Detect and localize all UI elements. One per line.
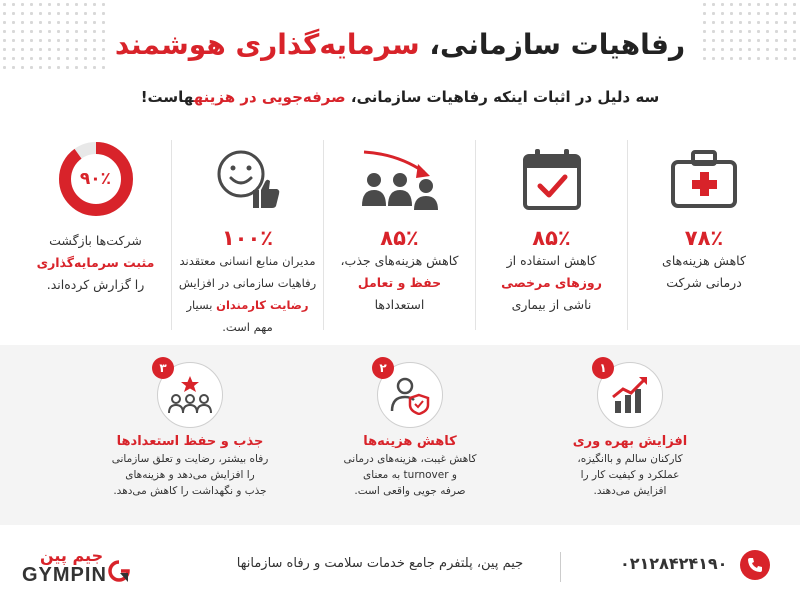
logo-english-text: GYMPIN [22,564,107,586]
stat-description: مدیران منابع انسانی معتقدند رفاهیات سازمانی در افزایش رضایت کارمندان بسیار مهم است. [178,254,317,334]
stat-medical-costs [628,140,780,330]
first-aid-kit-icon [628,140,780,218]
logo-mark-icon [108,560,130,584]
subtitle-part1: سه دلیل در اثبات اینکه رفاهیات سازمانی، [350,88,660,106]
stat-value: ۸۵٪ [532,226,571,250]
stat-description: شرکت‌ها بازگشت مثبت سرمایه‌گذاری را گزارش کرده‌اند. [36,233,155,292]
benefit-title: افزایش بهره وری [572,434,688,449]
benefit-description: کاهش غیبت، هزینه‌های درمانی و turnover به معنای صرفه جویی واقعی است. [343,453,477,497]
page-title [0,28,800,61]
benefit-icon-circle [377,362,443,428]
stat-value: ۱۰۰٪ [221,226,274,250]
footer-tagline: جیم پین، پلتفرم جامع خدمات سلامت و رفاه سازمانها [236,556,524,571]
title-black: رفاهیات سازمانی، [429,28,686,61]
smile-thumbs-up-icon [172,140,323,218]
stat-roi [20,140,172,330]
growth-chart-icon [609,375,651,415]
benefit-number-badge: ۱ [592,357,614,379]
stat-description: کاهش هزینه‌های درمانی شرکت [662,253,746,290]
gympin-logo[interactable] [22,546,132,590]
team-star-icon [167,375,213,415]
logo-persian-text: جیم پین [40,546,104,565]
user-shield-icon [389,375,431,415]
benefit-title: جذب و حفظ استعدادها [116,434,264,449]
subtitle-part2: هاست! [140,88,194,106]
title-red: سرمایه‌گذاری هوشمند [114,28,420,61]
benefit-talent [90,362,290,499]
stat-hr-managers [172,140,324,334]
progress-ring-icon [20,140,171,218]
phone-number[interactable]: ۰۲۱۲۸۴۲۴۱۹۰ [620,554,728,573]
subtitle-red: صرفه‌جویی در هزینه [193,88,346,106]
stat-description: کاهش هزینه‌های جذب، حفظ و تعامل استعدادها [340,253,459,312]
roi-ring-value: ۹۰٪ [79,169,112,189]
stat-description: کاهش استفاده از روزهای مرخصی ناشی از بیماری [501,253,602,312]
benefit-description: کارکنان سالم و باانگیزه، عملکرد و کیفیت کار را افزایش می‌دهند. [577,453,683,497]
footer [0,538,800,600]
stat-value: ۷۸٪ [684,226,724,250]
benefit-icon-circle [157,362,223,428]
stat-sick-leave [476,140,628,330]
stat-value: ۸۵٪ [380,226,419,250]
benefit-title: کاهش هزینه‌ها [363,434,457,449]
benefit-icon-circle [597,362,663,428]
group-declining-arrow-icon [324,140,475,218]
phone-icon[interactable] [740,550,770,580]
benefit-description: رفاه بیشتر، رضایت و تعلق سازمانی را افزایش می‌دهد و هزینه‌های جذب و نگهداشت را کاهش می‌دهد. [111,453,269,497]
calendar-check-icon [476,140,627,218]
benefit-productivity [530,362,730,499]
footer-divider [560,552,561,582]
benefit-number-badge: ۲ [372,357,394,379]
benefit-cost-reduction [310,362,510,499]
stat-talent-costs [324,140,476,330]
stats-row [20,140,780,334]
benefit-number-badge: ۳ [152,357,174,379]
page-subtitle [0,88,800,106]
